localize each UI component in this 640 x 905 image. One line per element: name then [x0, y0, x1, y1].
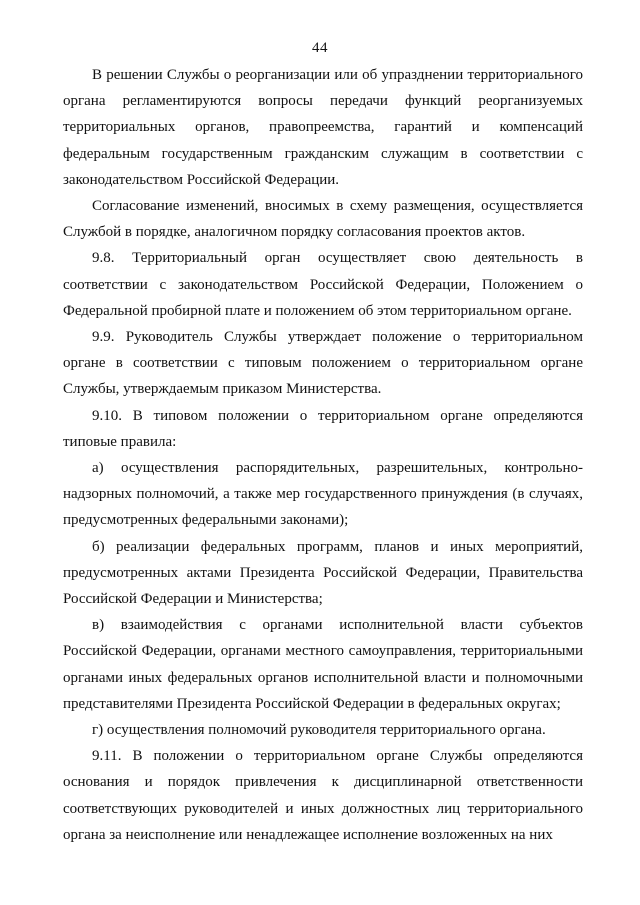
page-number: 44 [312, 40, 328, 56]
list-item-g: г) осуществления полномочий руководителя территориального органа. [92, 722, 546, 739]
list-item-b: б) реализации федеральных программ, планов и иных мероприятий, предусмотренных актами Президента Российской Федерации, Правительства Российской Федерации и Министерства; [63, 538, 583, 608]
paragraph-9-10: 9.10. В типовом положении о территориальном органе определяются типовые правила: [63, 407, 583, 450]
paragraph-placement-changes: Согласование изменений, вносимых в схему размещения, осуществляется Службой в порядке, аналогичном порядку согласования проектов актов. [63, 198, 583, 241]
list-item-v: в) взаимодействия с органами исполнительной власти субъектов Российской Федерации, органами местного самоуправления, территориальными органами иных федеральных органов исполнительной власти и полномочными представителями Президента Российской Федерации в федеральных округах; [63, 617, 583, 712]
paragraph-reorganization-decision: В решении Службы о реорганизации или об упразднении территориального органа регламентируются вопросы передачи функций реорганизуемых территориальных органов, правопреемства, гарантий и компенсаций федеральным государственным гражданским служащим в соответствии с законодательством Российской Федерации. [63, 67, 583, 188]
list-item-a: а) осуществления распорядительных, разрешительных, контрольно-надзорных полномочий, а также мер государственного принуждения (в случаях, предусмотренных федеральными законами); [63, 460, 583, 529]
paragraph-9-11: 9.11. В положении о территориальном органе Службы определяются основания и порядок привлечения к дисциплинарной ответственности соответствующих руководителей и иных должностных лиц территориального органа за неисполнение или ненадлежащее исполнение возложенных на них [63, 748, 583, 843]
document-body [63, 62, 583, 848]
paragraph-9-9: 9.9. Руководитель Службы утверждает положение о территориальном органе в соответствии с типовым положением о территориальном органе Службы, утверждаемым приказом Министерства. [63, 329, 583, 398]
paragraph-9-8: 9.8. Территориальный орган осуществляет свою деятельность в соответствии с законодательством Российской Федерации, Положением о Федеральной пробирной плате и положением об этом территориальном органе. [63, 250, 583, 319]
